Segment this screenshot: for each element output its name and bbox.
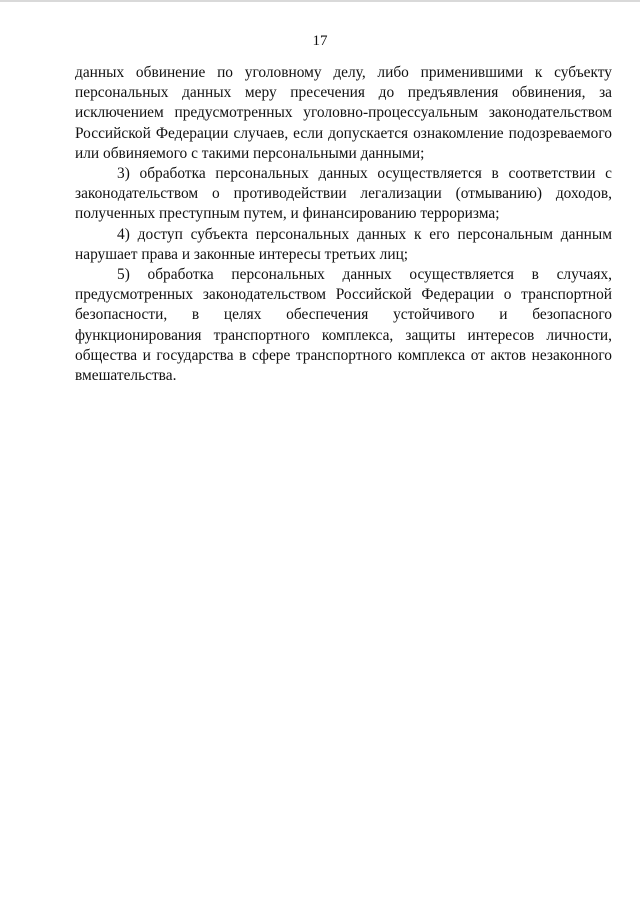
page-number: 17 (312, 33, 328, 49)
document-body (75, 63, 612, 386)
paragraph-continuation: данных обвинение по уголовному делу, либо применившими к субъекту персональных данных меру пресечения до предъявления обвинения, за исключением предусмотренных уголовно-процессуальным законодательством Российской Федерации случаев, если допускается ознакомление подозреваемого или обвиняемого с такими персональными данными; (75, 64, 612, 162)
paragraph-item-5: 5) обработка персональных данных осуществляется в случаях, предусмотренных законодательством Российской Федерации о транспортной безопасности, в целях обеспечения устойчивого и безопасного функционирования транспортного комплекса, защиты интересов личности, общества и государства в сфере транспортного комплекса от актов незаконного вмешательства. (75, 266, 612, 385)
paragraph-item-3: 3) обработка персональных данных осуществляется в соответствии с законодательством о противодействии легализации (отмыванию) доходов, полученных преступным путем, и финансированию терроризма; (75, 165, 612, 223)
page-top-edge (0, 0, 640, 2)
paragraph-item-4: 4) доступ субъекта персональных данных к его персональным данным нарушает права и законные интересы третьих лиц; (75, 225, 612, 263)
